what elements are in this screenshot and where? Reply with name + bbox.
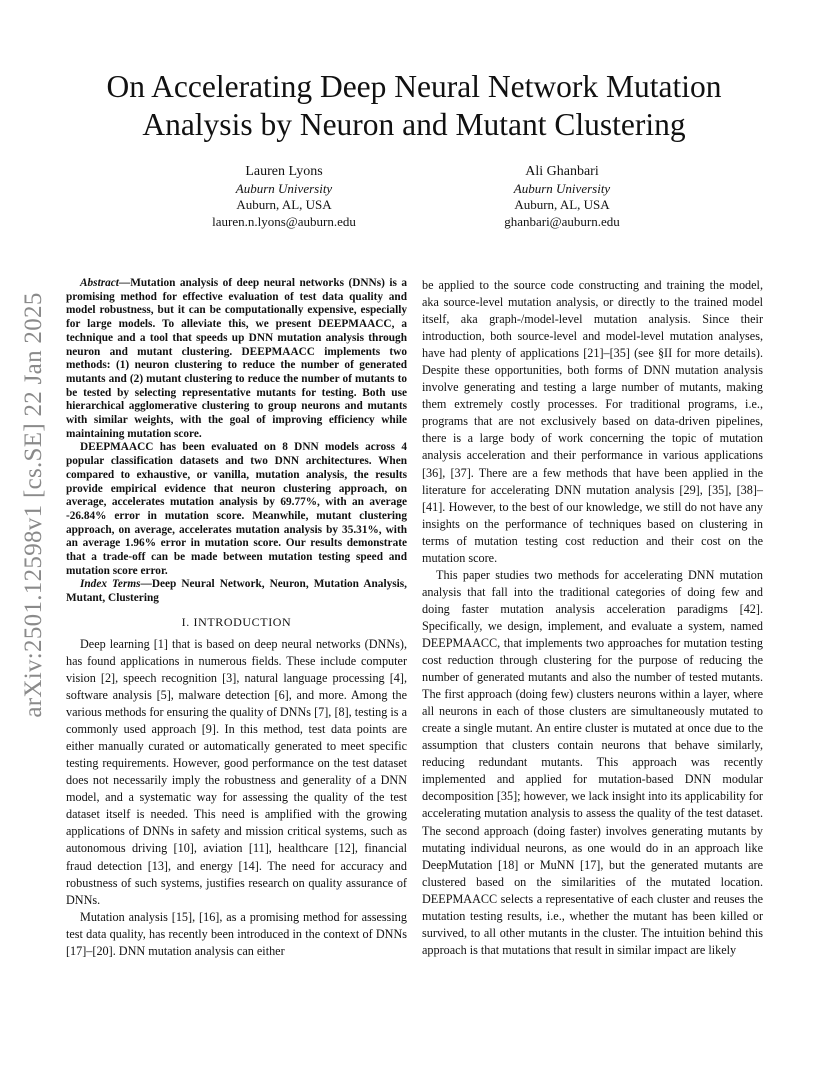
title-line-1: On Accelerating Deep Neural Network Mutation [106, 69, 722, 104]
right-column [422, 277, 763, 959]
index-terms-text: —Deep Neural Network, Neuron, Mutation Analysis, Mutant, Clustering [66, 578, 407, 605]
author-block-1 [154, 164, 414, 230]
author-affiliation: Auburn University [235, 180, 333, 196]
author-affiliation: Auburn University [513, 180, 611, 196]
author-location: Auburn, AL, USA [236, 197, 332, 212]
author-email: lauren.n.lyons@auburn.edu [212, 213, 356, 229]
intro-paragraph-3: be applied to the source code constructing and training the model, aka source-level mutation analysis, or directly to the trained model itself, aka graph-/model-level mutation analysis. Since their introduction, both source-level and model-level mutation analyses, have had plenty of applications [21]–[35] (see §II for more details). Despite these opportunities, both forms of DNN mutation analysis involve generating and testing a large number of mutants, making them extremely costly processes. For traditional programs, i.e., programs that are not exclusively based on data-driven pipelines, there is a large body of work concerning the topic of mutation analysis acceleration and their performance in various applications [36], [37]. There are a few methods that have been applied in the literature for accelerating DNN mutation analysis [29], [35], [38]–[41]. However, to the best of our knowledge, we still do not have any insights on the performance of techniques based on clustering in terms of mutation testing cost reduction and their cost on the mutation score. [422, 278, 763, 565]
index-terms-label: Index Terms [80, 578, 141, 591]
arxiv-id: arXiv:2501.12598v1 [cs.SE] 22 Jan 2025 [20, 292, 47, 718]
abstract-label: Abstract [80, 277, 119, 289]
paper-title [60, 68, 768, 144]
intro-paragraph-4: This paper studies two methods for accelerating DNN mutation analysis that fall into the traditional categories of doing few and doing faster mutation analysis acceleration paradigms [42]. Specifically, we design, implement, and evaluate a system, named DEEPMAACC, that implements two approaches for mutation testing cost reduction through clustering for the purpose of reducing the number of generated mutants and also the number of tested mutants. The first approach (doing few) clusters neurons within a layer, where all neurons in each of those clusters are simultaneously mutated to create a single mutant. An entire cluster is mutated at once due to the assumption that clusters contain neurons that behave similarly, reducing redundant mutants. This approach was recently implemented and applied for mutation-based DNN modular decomposition [35]; however, we lack insight into its applicability for accelerating mutation analysis to assess the quality of the test dataset. The second approach (doing faster) involves generating mutants by mutating individual neurons, as one would do in an approach like DeepMutation [18] or MuNN [17], but the generated mutants are clustered based on the similarities of the mutated location. DEEPMAACC selects a representative of each cluster and reuses the mutation testing results, i.e., whether the mutant has been killed or survived, to all other mutants in the cluster. The intuition behind this approach is that mutations that result in similar impact are likely [422, 567, 763, 957]
abstract-text-1: —Mutation analysis of deep neural networks (DNNs) is a promising method for effective evaluation of test data quality and model robustness, but it can be computationally expensive, especially for large models. To alleviate this, we present DEEPMAACC, a technique and a tool that speeds up DNN mutation analysis through neuron and mutant clustering. DEEPMAACC implements two methods: (1) neuron clustering to reduce the number of generated mutants and (2) mutant clustering to reduce the number of mutants to be tested by selecting representative mutants for testing. Both use hierarchical agglomerative clustering to group neurons and mutants with similar weights, with the goal of improving efficiency while maintaining mutation score. [66, 277, 407, 440]
left-column [66, 277, 407, 960]
abstract-paragraph-1 [66, 277, 407, 441]
intro-paragraph-2: Mutation analysis [15], [16], as a promising method for assessing test data quality, has recently been introduced in the context of DNNs [17]–[20]. DNN mutation analysis can either [66, 909, 407, 958]
author-email: ghanbari@auburn.edu [504, 213, 620, 229]
author-block-2 [432, 164, 692, 230]
author-location: Auburn, AL, USA [514, 197, 610, 212]
author-name: Lauren Lyons [245, 164, 323, 179]
arxiv-identifier-sidebar [14, 290, 54, 720]
author-name: Ali Ghanbari [525, 164, 599, 179]
intro-paragraph-1: Deep learning [1] that is based on deep neural networks (DNNs), has found applications in numerous fields. These include computer vision [2], speech recognition [3], natural language processing [4], software analysis [5], malware detection [6], and more. Among the various methods for ensuring the quality of DNNs [7], [8], testing is a commonly used approach [9]. In this method, test data points are either manually curated or automatically generated to meet specific testing requirements. However, good performance on the test dataset does not necessarily imply the robustness and generality of a DNN model, and a systematic way for assessing the quality of the test dataset itself is needed. This need is amplified with the growing applications of DNNs in safety and mission critical systems, such as autonomous driving [10], aviation [11], healthcare [12], financial fraud detection [13], and energy [14]. The need for accuracy and robustness of such systems, justifies research on quality assurance of DNNs. [66, 636, 407, 907]
section-heading: I. INTRODUCTION [181, 614, 292, 629]
index-terms [66, 578, 407, 605]
abstract-paragraph-2: DEEPMAACC has been evaluated on 8 DNN models across 4 popular classification datasets and two DNN architectures. When compared to exhaustive, or vanilla, mutation analysis, the results provide empirical evidence that neuron clustering approach, on average, accelerates mutation analysis by 69.77%, with an average -26.84% error in mutation score. Meanwhile, mutant clustering approach, on average, accelerates mutation analysis by 35.31%, with an average 1.96% error in mutation score. Our results demonstrate that a trade-off can be made between mutation testing speed and mutation score error. [66, 441, 407, 577]
title-line-2: Analysis by Neuron and Mutant Clustering [142, 107, 686, 142]
